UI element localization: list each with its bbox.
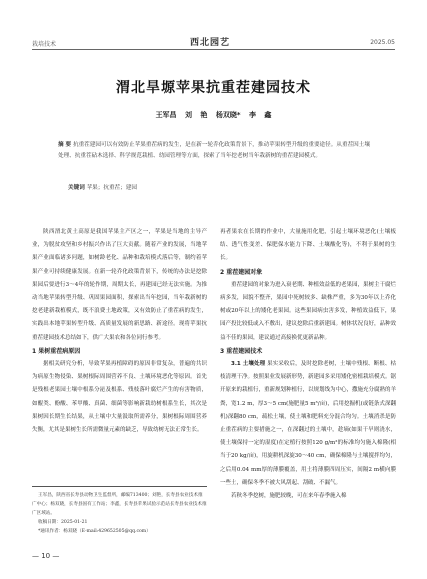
intro-paragraph: 陕西渭北黄土高原是我国苹果主产区之一，苹果是当地的主导产业，为脱贫攻坚和乡村振兴作出了巨大贡献。随着产业的发展，当地苹果产业面临诸多问题，如树龄老化、品种和栽培模式落后等，制约着苹果产业可持续健康发展。在新一轮乔化政策背景下，传统的办法是挖除果园后要进行3～4年的轮作期，周期太长，再建园已经无法实施。为推动当地苹果转型升级、巩固果园面积，探索出当年挖园，当年栽新树的挖老建新栽植模式，既不浪费土地政策，又有效防止了重茬病的发生，实践出本地苹果转型升级、高质量发展的新思路、新途径。现将苹果抗重茬建园技术总结如下，供广大果农和各位同行参考。: [32, 229, 207, 341]
page-number: — 10 —: [32, 552, 60, 560]
section-heading-1: 1 果树重茬病原因: [32, 347, 81, 355]
keywords-text: 苹果；抗重茬；建园: [86, 185, 137, 191]
received-date: 收稿日期：2025-01-21: [38, 520, 88, 525]
abstract: [58, 140, 370, 162]
journal-section-label: 栽培技术: [32, 41, 57, 48]
footnote: [32, 491, 207, 536]
section-1-paragraph: 据相关研究分析，导致苹果再植障碍的原因非常复杂，普遍的共识为病原生物侵染、果树根际周围营养不良、土壤环境恶化等原因。首先是残根老果园土壤中根系分泌及根系、残枝落叶腐烂产生的有害物质，如醌类、酚酸、苯甲酸、真菌、细菌等影响新栽幼树根系生长，其次是果树因长期生长结果，从土壤中大量汲取所需养分，果树根际周围营养失衡，尤其是果树生长所需微量元素的缺乏，导致幼树无法正常生长。: [32, 361, 207, 434]
right-column: [220, 226, 396, 536]
correspondence: *通讯作者：杨双晓（E-mail:429652505@qq.com）: [38, 529, 151, 534]
left-column: [32, 226, 207, 478]
header-divider: [32, 49, 395, 50]
issue-date: 2025.05: [370, 39, 395, 46]
author-info: 王军昌，陕西省长寿县动物卫生监督所，邮编713400；刘艳，长寿县农业技术推广中心；杨双晓，长寿县国有工作站；李鑫，长寿县苹果试验示范站长寿县农业技术推广区域站。: [32, 493, 207, 516]
footnote-divider: [32, 486, 207, 487]
keywords-label: 关键词: [68, 185, 85, 191]
continued-paragraph: 再者果农在长期的作业中，大量施用化肥，引起土壤环境恶化(土壤板结、透气性变差、保肥保水能力下降、土壤酸化等)，不利于果树的生长。: [220, 229, 396, 262]
keywords: [68, 183, 137, 191]
section-heading-3: 3 重茬建园技术: [220, 347, 263, 355]
abstract-text: 抗重茬建园可以有效防止苹果重茬病的发生，是在新一轮乔化政策背景下，推动苹果转型升级的重要途径。从重茬因土壤处理、抗重茬砧木选择、科学规范栽植、幼园管理等方面，探索了当年挖老树当年栽新树的重茬建园模式。: [58, 142, 370, 159]
subsection-label: 3.1 土壤处理: [231, 361, 266, 368]
article-title: 渭北旱塬苹果抗重茬建园技术: [116, 80, 311, 96]
section-heading-2: 2 重茬建园对象: [220, 268, 263, 276]
abstract-label: 摘 要: [58, 142, 72, 148]
journal-logo: 西北园艺: [190, 38, 231, 48]
section-2-paragraph: 重茬建园的对象为进入衰老期、种植效益低的老果园，果树主干腐烂病多发，园貌不整齐，果园中死树较多、缺株严重，多为30年以上乔化树或20年以上的矮化老果园。这些果园病虫害多发，种植效益低下，果园产投比较低或入不敷出，建议挖除后重新建园。树体状况良好，品种效益不佳的果园，建议通过高接换优更新品种。: [220, 281, 396, 341]
subsection-text: 果实采收后，及时挖除老树，土壤中残根、断根、枯枝清理干净。按照果业发展新形势，新建园多采用矮化密植栽培模式。锯开原来的栽植行，重新规划种植行，以规划线为中心，撒施充分腐熟的羊粪，宽1.2 m，厚3～5 cm(施肥量5 m³/亩)，后用挖掘机(或链条式深翻机)深翻80 cm，疏松土壤，使土壤和肥料充分混合均匀。土壤消杀是防止重茬病的主要措施之一，在深翻过的土壤中，趁墒(如果干旱则浇水，使土壤保持一定的湿度)在定植行按照120 g/m²的标准均匀施入棉隆(相当于20 kg/亩)，用旋耕机深旋30～40 cm，确保棉隆与土壤搅拌均匀，之后用0.04 mm厚的薄膜覆盖，用土将薄膜四周压实，间隔2 m横向膜一些土，确保冬季不被大风刮起、刮破、不漏气。: [220, 361, 396, 486]
section-3-1-paragraph: [220, 358, 396, 490]
article-authors: 王军昌 刘 艳 杨双晓* 李 鑫: [155, 111, 272, 119]
continuation-paragraph: 若秋冬季挖树，施肥较晚，可在来年春季施入棉: [231, 493, 347, 500]
